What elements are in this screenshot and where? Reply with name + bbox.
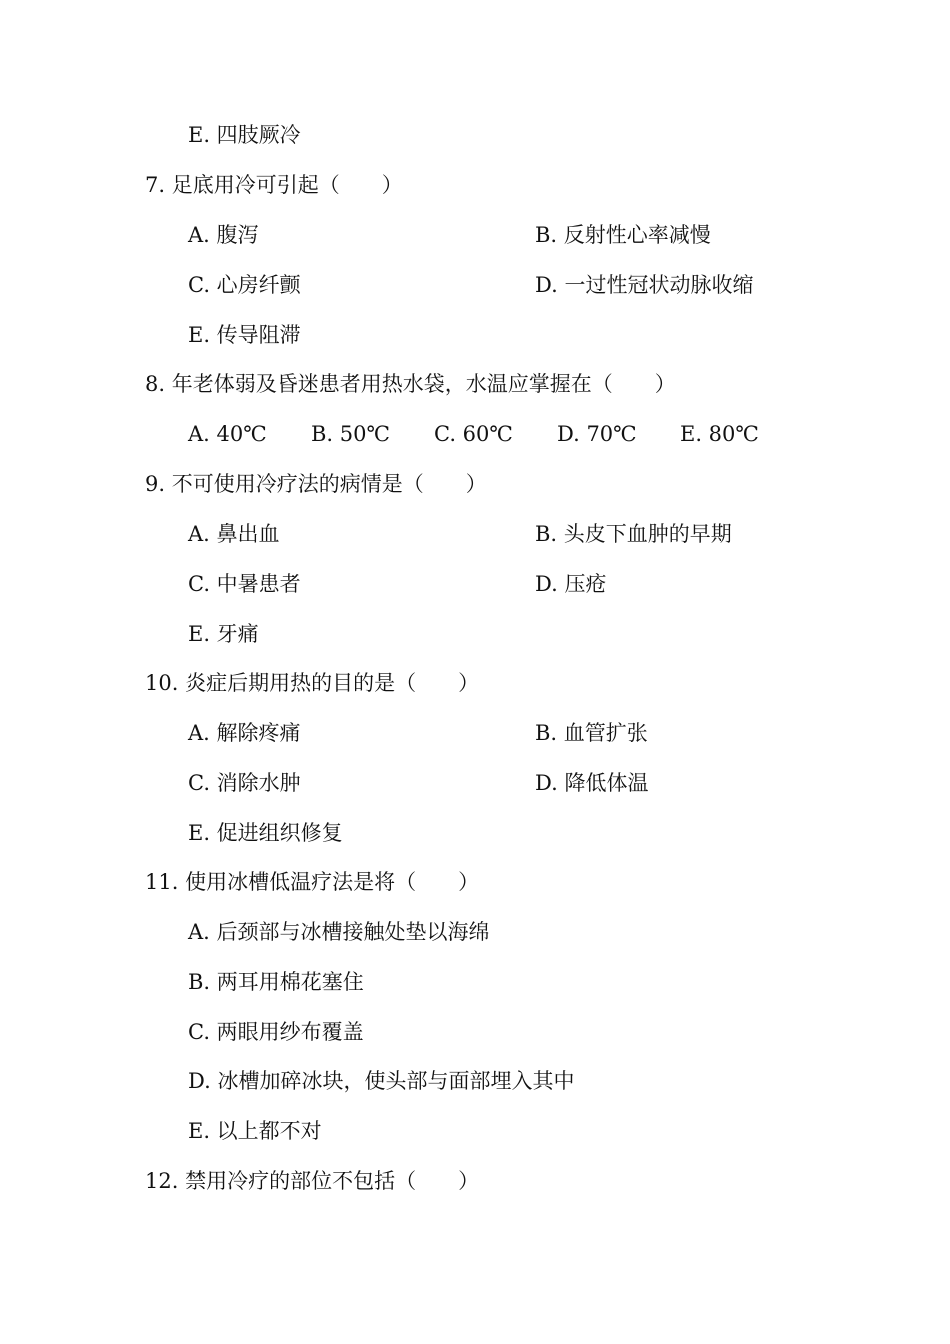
q9-option-e: E. 牙痛 <box>188 622 259 646</box>
q7-option-e: E. 传导阻滞 <box>188 323 301 347</box>
q11-option-a: A. 后颈部与冰槽接触处垫以海绵 <box>188 920 490 944</box>
question-10: 10. 炎症后期用热的目的是（ ） <box>145 671 480 695</box>
q9-option-d: D. 压疮 <box>535 572 607 596</box>
question-7: 7. 足底用冷可引起（ ） <box>145 173 403 197</box>
question-9: 9. 不可使用冷疗法的病情是（ ） <box>145 472 487 496</box>
q7-option-b: B. 反射性心率减慢 <box>535 223 711 247</box>
q8-option-d: D. 70℃ <box>557 422 637 446</box>
q10-option-a: A. 解除疼痛 <box>188 721 301 745</box>
q7-option-a: A. 腹泻 <box>188 223 259 247</box>
question-12: 12. 禁用冷疗的部位不包括（ ） <box>145 1169 480 1193</box>
q10-option-b: B. 血管扩张 <box>535 721 648 745</box>
q10-option-c: C. 消除水肿 <box>188 771 301 795</box>
q11-option-d: D. 冰槽加碎冰块，使头部与面部埋入其中 <box>188 1069 575 1093</box>
q10-option-d: D. 降低体温 <box>535 771 649 795</box>
q9-option-b: B. 头皮下血肿的早期 <box>535 522 732 546</box>
q7-option-c: C. 心房纤颤 <box>188 273 301 297</box>
q8-option-b: B. 50℃ <box>311 422 390 446</box>
q8-option-a: A. 40℃ <box>188 422 267 446</box>
q9-option-c: C. 中暑患者 <box>188 572 301 596</box>
q7-option-d: D. 一过性冠状动脉收缩 <box>535 273 754 297</box>
prev-option-e: E. 四肢厥冷 <box>188 123 301 147</box>
q9-option-a: A. 鼻出血 <box>188 522 280 546</box>
q10-option-e: E. 促进组织修复 <box>188 821 343 845</box>
q8-option-c: C. 60℃ <box>434 422 513 446</box>
q11-option-e: E. 以上都不对 <box>188 1119 322 1143</box>
q8-option-e: E. 80℃ <box>680 422 759 446</box>
question-11: 11. 使用冰槽低温疗法是将（ ） <box>145 870 480 894</box>
q11-option-c: C. 两眼用纱布覆盖 <box>188 1020 364 1044</box>
question-8: 8. 年老体弱及昏迷患者用热水袋，水温应掌握在（ ） <box>145 372 676 396</box>
q8-options-row <box>188 420 803 448</box>
q11-option-b: B. 两耳用棉花塞住 <box>188 970 364 994</box>
